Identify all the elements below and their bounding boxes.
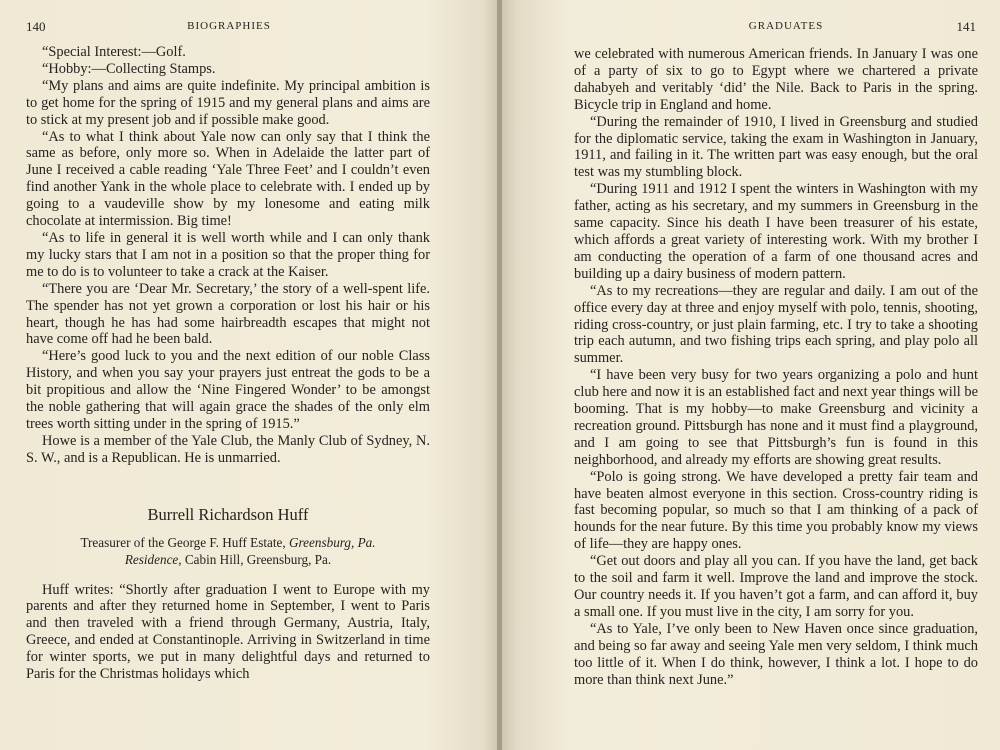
residence-value: Cabin Hill, Greensburg, Pa. — [181, 551, 332, 567]
paragraph: “My plans and aims are quite indefinite. My principal ambition is to get home for the spring of 1915 and my general plans and aims are to stick at my present job and if possible make good. — [26, 77, 430, 128]
paragraph: “Special Interest:—Golf. — [42, 44, 186, 60]
page-number: 140 — [26, 19, 46, 34]
paragraph: “As to what I think about Yale now can only say that I think the same as before, only more so. When in Adelaide the latter part of June I received a cable reading ‘Yale Three Feet’ and I couldn’t even find another Yank in the whole place to celebrate with. I ended up by going to a vaudeville show by my lonesome and eating milk chocolate at intermission. Big time! — [26, 128, 430, 230]
paragraph: “As to life in general it is well worth while and I can only thank my lucky stars that I am not in a position so that the proper thing for me to do is to volunteer to take a crack at the Kaiser. — [26, 229, 430, 280]
right-page-body — [574, 46, 978, 688]
paragraph: “Here’s good luck to you and the next edition of our noble Class History, and when you say your prayers just entreat the gods to be a bit propitious and allow the ‘Nine Fingered Wonder’ to be amongst the noble gathering that will again grace the shades of the only elm trees worth sitting under in the spring of 1915.” — [26, 348, 430, 432]
paragraph: we celebrated with numerous American friends. In January I was one of a party of six to go to Egypt where we chartered a private dahabyeh and veritably ‘did’ the Nile. Back to Paris in the spring. Bicycle trip in England and home. — [574, 46, 978, 113]
residence-label: Residence, — [124, 551, 182, 567]
right-page — [502, 0, 1000, 750]
occupation-text: Treasurer of the George F. Huff Estate, — [80, 534, 289, 550]
paragraph: “Get out doors and play all you can. If you have the land, get back to the soil and farm it well. Improve the land and improve the stock. Our country needs it. If you haven’t got a farm, and can afford it, buy a small one. If you must live in the city, I am sorry for you. — [574, 553, 978, 620]
left-page — [0, 0, 498, 750]
occupation-place: Greensburg, Pa. — [289, 534, 376, 550]
paragraph: “There you are ‘Dear Mr. Secretary,’ the story of a well-spent life. The spender has not yet grown a corporation or lost his hair or his heart, though he has had some hairbreadth escapes that might not have come off had he been bald. — [26, 280, 430, 348]
paragraph: “During the remainder of 1910, I lived in Greensburg and studied for the diplomatic service, taking the exam in Washington in January, 1911, and failing in it. The written part was easy enough, but the oral test was my stumbling block. — [574, 113, 978, 181]
paragraph: “Hobby:—Collecting Stamps. — [42, 60, 216, 77]
paragraph: “During 1911 and 1912 I spent the winters in Washington with my father, acting as his secretary, and my summers in Greensburg in the same capacity. Since his death I have been treasurer of his estate, which affords a great variety of interesting work. With my brother I am conducting the operation of a farm of one thousand acres and building up a dairy business of modern pattern. — [574, 181, 978, 282]
biography-name: Burrell Richardson Huff — [147, 504, 309, 524]
left-page-header — [0, 19, 498, 35]
paragraph: “As to my recreations—they are regular and daily. I am out of the office every day at three and enjoy myself with polo, tennis, shooting, riding cross-country, or just plain farming, etc. I try to take a shooting trip each autumn, and two fishing trips each spring, and play polo all summer. — [574, 282, 978, 367]
paragraph: Huff writes: “Shortly after graduation I went to Europe with my parents and after they returned home in September, I went to Paris and then traveled with a friend through Germany, Austria, Italy, Greece, and ended at Constantinople. Arriving in Switzerland in time for winter sports, we put in many delightful days and returned to Paris for the Christmas holidays which — [26, 581, 430, 683]
paragraph: Howe is a member of the Yale Club, the Manly Club of Sydney, N. S. W., and is a Republican. He is unmarried. — [26, 432, 430, 466]
paragraph: “As to Yale, I’ve only been to New Haven once since graduation, and being so far away and seeing Yale men very seldom, I think much too little of it. When I do think, however, I think a lot. I hope to do more than think next June.” — [574, 620, 978, 688]
running-head: GRADUATES — [748, 20, 824, 32]
paragraph: “I have been very busy for two years organizing a polo and hunt club here and now it is an established fact and next year things will be booming. That is my hobby—to make Greensburg and vicinity a recreation ground. Pittsburgh has none and it must find a playground, and I am going to see that Pittsburgh’s fun is found in this neighborhood, and already my efforts are showing great results. — [574, 367, 978, 468]
running-head: BIOGRAPHIES — [187, 20, 271, 32]
biography-occupation — [26, 534, 430, 551]
right-page-header — [502, 19, 1000, 35]
paragraph: “Polo is going strong. We have developed a pretty fair team and have beaten almost everyone in this section. Cross-country riding is fast becoming popular, so much so that I am thinking of a pack of hounds for the near future. By this time you probably know my views of life—they are happy ones. — [574, 468, 978, 553]
biography-residence — [26, 551, 430, 568]
page-number: 141 — [956, 19, 976, 34]
left-page-body — [26, 44, 430, 683]
